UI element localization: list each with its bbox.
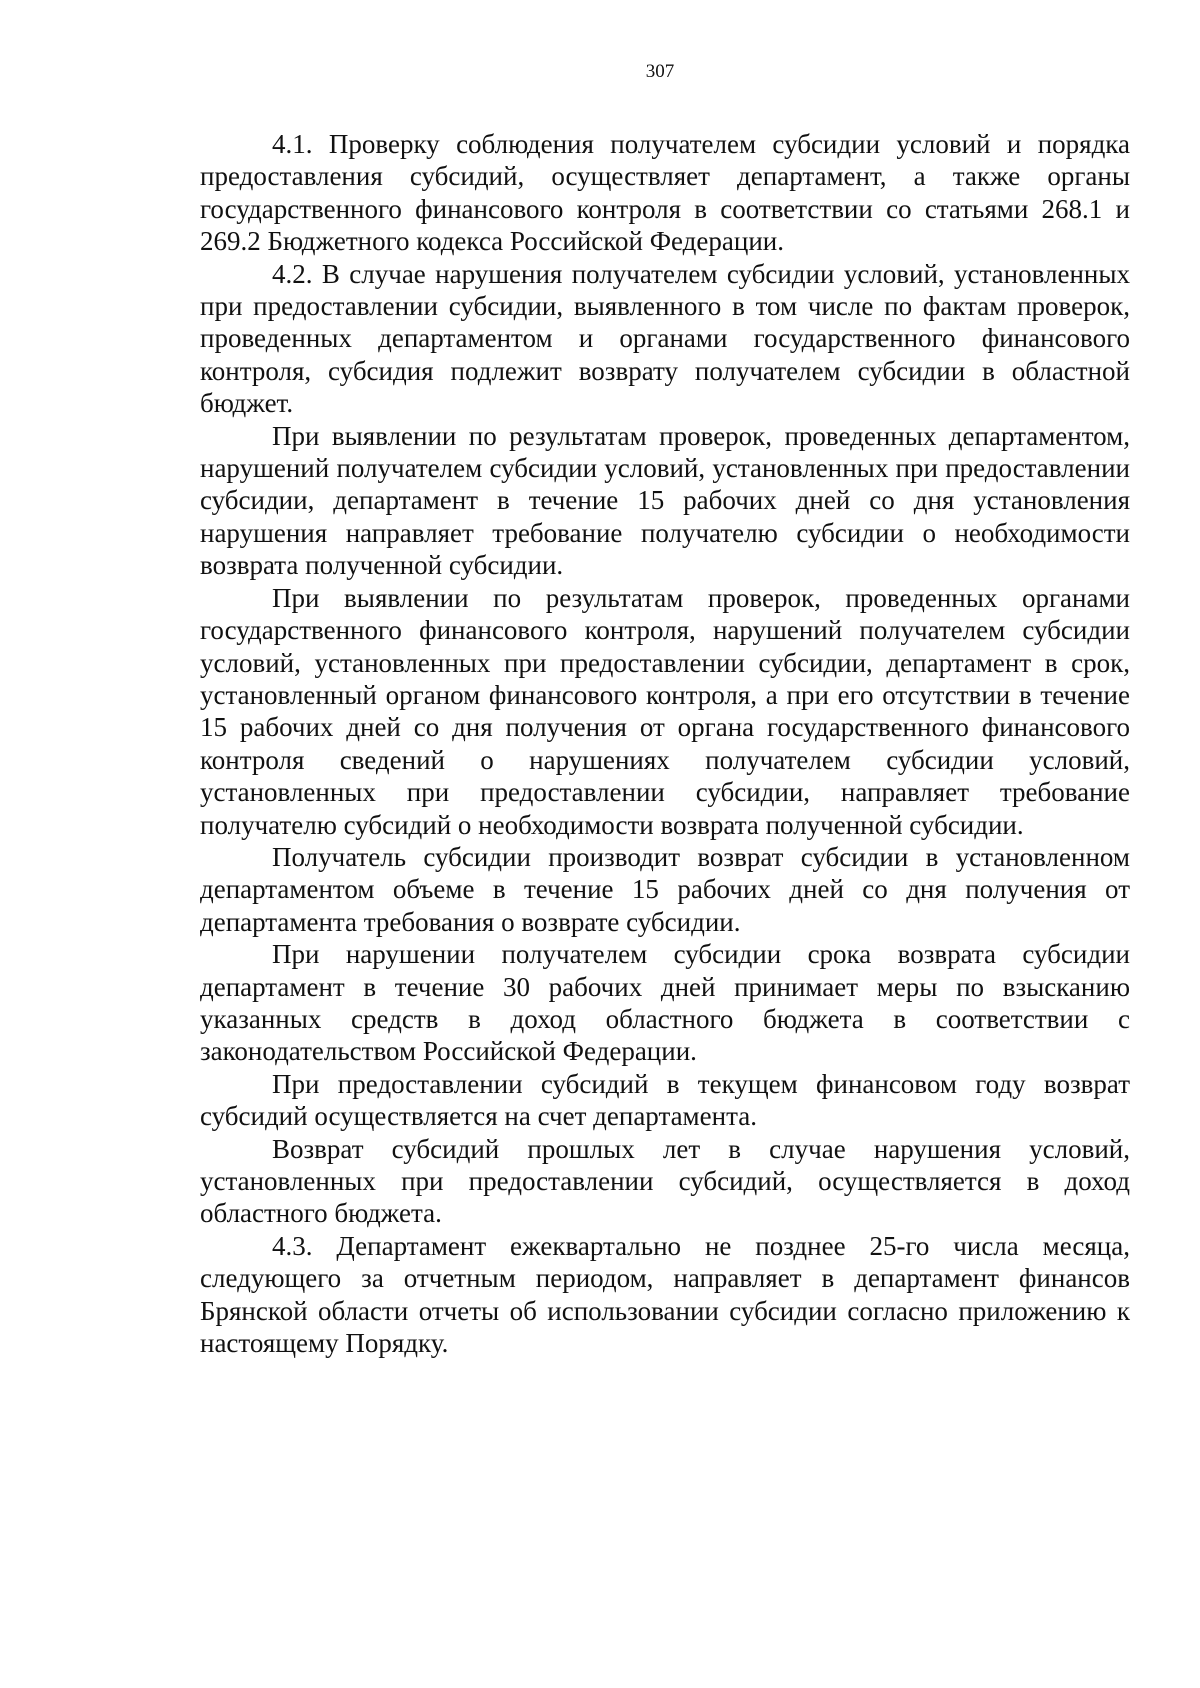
paragraph-department-violations: При выявлении по результатам проверок, проведенных департаментом, нарушений получателем субсидии условий, установленных при предоставлении субсидии, департамент в течение 15 рабочих дней со дня установления нарушения направляет требование получателю субсидии о необходимости возврата полученной субсидии. <box>200 420 1130 581</box>
paragraph-prior-years-return: Возврат субсидий прошлых лет в случае нарушения условий, установленных при предоставлении субсидий, осуществляется в доход областного бюджета. <box>200 1133 1130 1229</box>
paragraph-4-1: 4.1. Проверку соблюдения получателем субсидии условий и порядка предоставления субсидий, осуществляет департамент, а также органы государственного финансового контроля в соответствии со статьями 268.1 и 269.2 Бюджетного кодекса Российской Федерации. <box>200 129 1130 257</box>
paragraph-4-3: 4.3. Департамент ежеквартально не позднее 25-го числа месяца, следующего за отчетным периодом, направляет в департамент финансов Брянской области отчеты об использовании субсидии согласно приложению к настоящему Порядку. <box>200 1230 1130 1359</box>
paragraph-4-2: 4.2. В случае нарушения получателем субсидии условий, установленных при предоставлении субсидии, выявленного в том числе по фактам проверок, проведенных департаментом и органами государственного финансового контроля, субсидия подлежит возврату получателем субсидии в областной бюджет. <box>200 258 1130 419</box>
paragraph-current-year-return: При предоставлении субсидий в текущем финансовом году возврат субсидий осуществляется на счет департамента. <box>200 1068 1130 1132</box>
paragraph-control-violations: При выявлении по результатам проверок, проведенных органами государственного финансового контроля, нарушений получателем субсидии условий, установленных при предоставлении субсидии, департамент в срок, установленный органом финансового контроля, а при его отсутствии в течение 15 рабочих дней со дня получения от органа государственного финансового контроля сведений о нарушениях получателем субсидии условий, установленных при предоставлении субсидии, направляет требование получателю субсидий о необходимости возврата полученной субсидии. <box>200 582 1130 840</box>
document-body <box>200 128 1130 1359</box>
page-number: 307 <box>645 61 675 82</box>
paragraph-recovery-measures: При нарушении получателем субсидии срока возврата субсидии департамент в течение 30 рабочих дней принимает меры по взысканию указанных средств в доход областного бюджета в соответствии с законодательством Российской Федерации. <box>200 939 1130 1067</box>
paragraph-return-deadline: Получатель субсидии производит возврат субсидии в установленном департаментом объеме в течение 15 рабочих дней со дня получения от департамента требования о возврате субсидии. <box>200 841 1130 937</box>
